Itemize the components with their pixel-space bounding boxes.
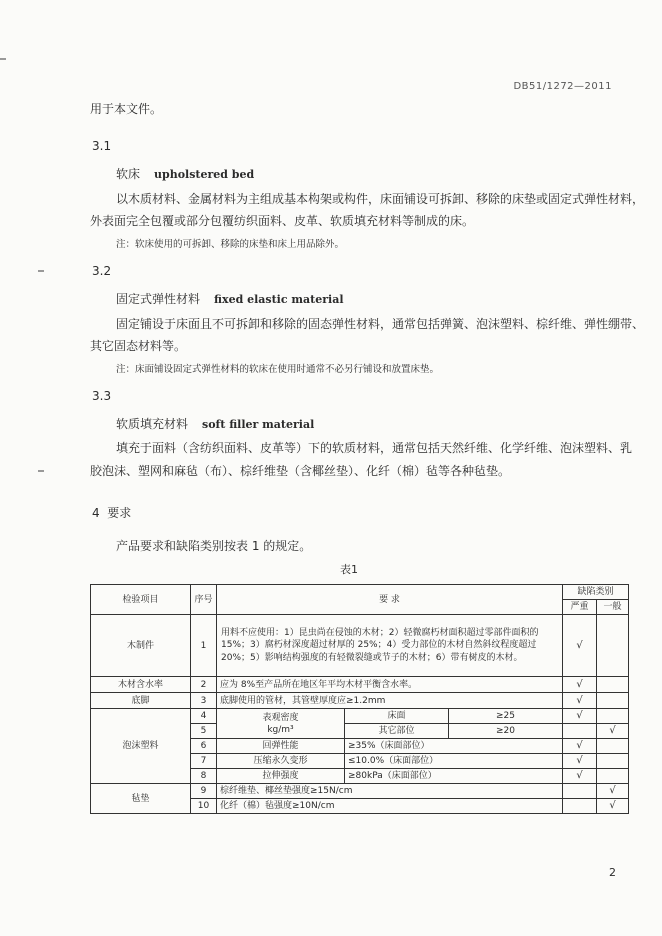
requirement-cell: 化纤（棉）毡强度≥10N/cm	[217, 799, 563, 814]
property-cell: 压缩永久变形	[217, 754, 345, 769]
general-check: √	[597, 799, 629, 814]
term-en: soft filler material	[202, 418, 315, 431]
paragraph-line: 胶泡沫、塑网和麻毡（布）、棕纤维垫（含椰丝垫）、化纤（棉）毡等各种毡垫。	[90, 464, 511, 478]
paragraph-line: 外表面完全包覆或部分包覆纺织面料、皮革、软质填充材料等制成的床。	[90, 214, 475, 228]
property-cell	[217, 709, 345, 739]
serious-check: √	[563, 693, 597, 709]
paragraph-line: 其它固态材料等。	[90, 339, 187, 353]
serious-cell	[563, 799, 597, 814]
term-en: upholstered bed	[154, 168, 255, 181]
header-requirement: 要 求	[217, 585, 563, 615]
term-heading	[116, 165, 254, 182]
general-cell	[597, 754, 629, 769]
section-number: 3.1	[92, 139, 112, 153]
header-defect-class: 缺陷类别	[563, 585, 629, 600]
seq-cell: 10	[191, 799, 217, 814]
serious-check: √	[563, 615, 597, 677]
value-cell: ≥35%（床面部位）	[345, 739, 563, 754]
seq-cell: 7	[191, 754, 217, 769]
term-en: fixed elastic material	[214, 293, 344, 306]
requirements-table	[90, 584, 629, 814]
seq-cell: 6	[191, 739, 217, 754]
paragraph-line: 以木质材料、金属材料为主组成基本构架或构件，床面铺设可拆卸、移除的床垫或固定式弹性材料，	[116, 192, 645, 206]
seq-cell: 4	[191, 709, 217, 724]
scan-mark	[38, 470, 44, 472]
seq-cell: 3	[191, 693, 217, 709]
property-cell: 回弹性能	[217, 739, 345, 754]
general-cell	[597, 615, 629, 677]
paragraph-line: 固定铺设于床面且不可拆卸和移除的固态弹性材料，通常包括弹簧、泡沫塑料、棕纤维、弹性绷带、	[116, 317, 645, 331]
term-cn: 软质填充材料	[116, 417, 189, 431]
part-cell: 其它部位	[345, 724, 449, 739]
item-cell: 毡垫	[91, 784, 191, 814]
requirement-cell: 用料不应使用：1）昆虫尚在侵蚀的木材；2）轻微腐朽材面积超过零部件面积的 15%；3）腐朽材深度超过材厚的 25%；4）受力部位的木材自然斜纹程度超过 20%；5）影响结构强度的有轻微裂缝或节子的木材；6）带有树皮的木材。	[217, 615, 563, 677]
part-cell: 床面	[345, 709, 449, 724]
general-cell	[597, 693, 629, 709]
page-number: 2	[609, 866, 616, 879]
serious-check: √	[563, 709, 597, 724]
doc-code: DB51/1272—2011	[513, 81, 612, 92]
term-cn: 软床	[116, 167, 141, 181]
value-cell: ≥80kPa（床面部位）	[345, 769, 563, 784]
seq-cell: 5	[191, 724, 217, 739]
header-item: 检验项目	[91, 585, 191, 615]
general-check: √	[597, 784, 629, 799]
seq-cell: 2	[191, 677, 217, 693]
serious-cell	[563, 784, 597, 799]
table-row	[91, 615, 629, 677]
header-general: 一般	[597, 600, 629, 615]
value-cell: ≥25	[449, 709, 563, 724]
table-row	[91, 677, 629, 693]
table-caption: 表1	[340, 563, 358, 576]
table-header-row	[91, 585, 629, 600]
property-unit: kg/m³	[267, 724, 294, 735]
general-cell	[597, 677, 629, 693]
serious-check: √	[563, 754, 597, 769]
serious-check: √	[563, 677, 597, 693]
section-number: 3.3	[92, 389, 112, 403]
general-check: √	[597, 724, 629, 739]
serious-check: √	[563, 739, 597, 754]
item-cell: 底脚	[91, 693, 191, 709]
requirement-cell: 棕纤维垫、椰丝垫强度≥15N/cm	[217, 784, 563, 799]
requirement-cell: 底脚使用的管材，其管壁厚度应≥1.2mm	[217, 693, 563, 709]
note: 注：床面铺设固定式弹性材料的软床在使用时通常不必另行铺设和放置床垫。	[116, 364, 440, 375]
section-number: 3.2	[92, 264, 112, 278]
general-cell	[597, 769, 629, 784]
section-heading: 4 要求	[92, 506, 132, 520]
paragraph-line: 产品要求和缺陷类别按表 1 的规定。	[116, 539, 312, 553]
item-cell: 泡沫塑料	[91, 709, 191, 784]
item-cell: 木制件	[91, 615, 191, 677]
requirement-cell: 应为 8%至产品所在地区年平均木材平衡含水率。	[217, 677, 563, 693]
table-row	[91, 693, 629, 709]
seq-cell: 9	[191, 784, 217, 799]
serious-cell	[563, 724, 597, 739]
value-cell: ≤10.0%（床面部位）	[345, 754, 563, 769]
term-heading	[116, 290, 344, 307]
note: 注：软床使用的可拆卸、移除的床垫和床上用品除外。	[116, 239, 345, 250]
scan-mark	[0, 58, 6, 60]
item-cell: 木材含水率	[91, 677, 191, 693]
general-cell	[597, 709, 629, 724]
property-label: 表观密度	[262, 712, 299, 723]
seq-cell: 8	[191, 769, 217, 784]
header-seq: 序号	[191, 585, 217, 615]
seq-cell: 1	[191, 615, 217, 677]
general-cell	[597, 739, 629, 754]
header-serious: 严重	[563, 600, 597, 615]
intro-line: 用于本文件。	[90, 102, 163, 116]
paragraph-line: 填充于面料（含纺织面料、皮革等）下的软质材料，通常包括天然纤维、化学纤维、泡沫塑料、乳	[116, 441, 633, 455]
value-cell: ≥20	[449, 724, 563, 739]
scan-mark	[38, 270, 44, 272]
property-cell: 拉伸强度	[217, 769, 345, 784]
table-row	[91, 784, 629, 799]
term-heading	[116, 415, 314, 432]
serious-check: √	[563, 769, 597, 784]
term-cn: 固定式弹性材料	[116, 292, 201, 306]
table-row	[91, 709, 629, 724]
